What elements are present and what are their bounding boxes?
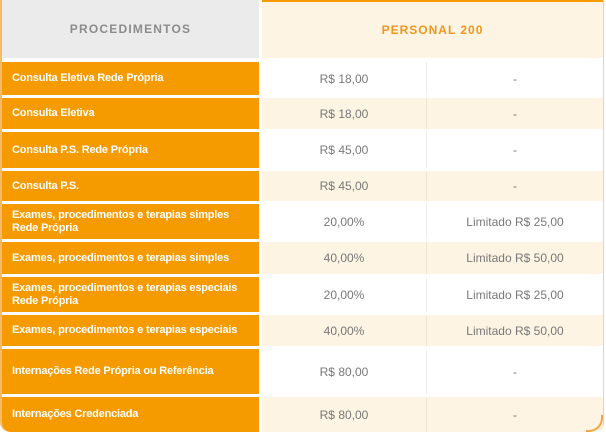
table-row <box>2 132 603 168</box>
procedure-cell: Exames, procedimentos e terapias simples <box>2 242 259 274</box>
limit-cell: - <box>426 132 603 168</box>
procedure-cell: Exames, procedimentos e terapias especiais Rede Própria <box>2 277 259 312</box>
limit-cell: - <box>426 349 603 394</box>
value-cell: R$ 80,00 <box>262 397 426 432</box>
procedure-cell: Consulta P.S. <box>2 171 259 201</box>
value-cell: R$ 18,00 <box>262 98 426 129</box>
limit-cell: Limitado R$ 50,00 <box>426 242 603 274</box>
table-row <box>2 397 603 432</box>
table-row <box>2 171 603 201</box>
procedure-cell: Consulta Eletiva Rede Própria <box>2 62 259 95</box>
procedure-cell: Exames, procedimentos e terapias simples Rede Própria <box>2 204 259 239</box>
value-cell: 20,00% <box>262 277 426 312</box>
procedure-cell: Internações Rede Própria ou Referência <box>2 349 259 394</box>
value-cell: R$ 45,00 <box>262 171 426 201</box>
procedures-header: PROCEDIMENTOS <box>2 0 259 58</box>
value-cell: R$ 45,00 <box>262 132 426 168</box>
table-row <box>2 277 603 312</box>
value-cell: 20,00% <box>262 204 426 239</box>
table-row <box>2 62 603 95</box>
limit-cell: - <box>426 62 603 95</box>
table-header-row <box>2 0 603 58</box>
table-row <box>2 98 603 129</box>
procedure-cell: Exames, procedimentos e terapias especiais <box>2 315 259 346</box>
value-cell: 40,00% <box>262 315 426 346</box>
procedure-cell: Internações Credenciada <box>2 397 259 432</box>
limit-cell: - <box>426 98 603 129</box>
limit-cell: Limitado R$ 25,00 <box>426 204 603 239</box>
table-row <box>2 242 603 274</box>
table-row <box>2 204 603 239</box>
procedure-cell: Consulta Eletiva <box>2 98 259 129</box>
table-row <box>2 315 603 346</box>
procedure-cell: Consulta P.S. Rede Própria <box>2 132 259 168</box>
plan-header: PERSONAL 200 <box>262 0 603 58</box>
value-cell: 40,00% <box>262 242 426 274</box>
value-cell: R$ 80,00 <box>262 349 426 394</box>
table-body <box>2 62 603 432</box>
limit-cell: - <box>426 397 603 432</box>
table-row <box>2 349 603 394</box>
limit-cell: Limitado R$ 50,00 <box>426 315 603 346</box>
limit-cell: - <box>426 171 603 201</box>
limit-cell: Limitado R$ 25,00 <box>426 277 603 312</box>
value-cell: R$ 18,00 <box>262 62 426 95</box>
